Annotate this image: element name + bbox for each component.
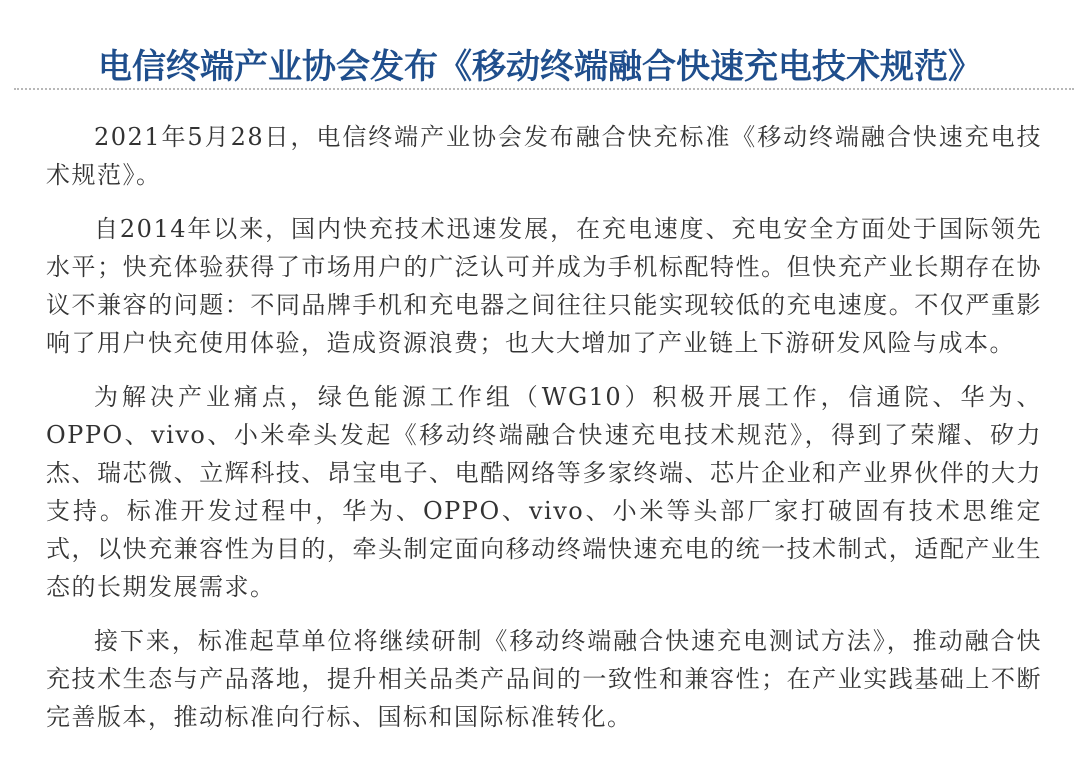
title-divider xyxy=(14,88,1074,90)
article-body xyxy=(46,118,1042,752)
paragraph-1: 2021年5月28日，电信终端产业协会发布融合快充标准《移动终端融合快速充电技术规范》。 xyxy=(46,123,1042,189)
paragraph-2: 自2014年以来，国内快充技术迅速发展，在充电速度、充电安全方面处于国际领先水平；快充体验获得了市场用户的广泛认可并成为手机标配特性。但快充产业长期存在协议不兼容的问题：不同品牌手机和充电器之间往往只能实现较低的充电速度。不仅严重影响了用户快充使用体验，造成资源浪费；也大大增加了产业链上下游研发风险与成本。 xyxy=(46,215,1042,357)
paragraph-3: 为解决产业痛点，绿色能源工作组（WG10）积极开展工作，信通院、华为、OPPO、vivo、小米牵头发起《移动终端融合快速充电技术规范》，得到了荣耀、矽力杰、瑞芯微、立辉科技、昂宝电子、电酷网络等多家终端、芯片企业和产业界伙伴的大力支持。标准开发过程中，华为、OPPO、vivo、小米等头部厂家打破固有技术思维定式，以快充兼容性为目的，牵头制定面向移动终端快速充电的统一技术制式，适配产业生态的长期发展需求。 xyxy=(46,383,1042,601)
paragraph-4: 接下来，标准起草单位将继续研制《移动终端融合快速充电测试方法》，推动融合快充技术生态与产品落地，提升相关品类产品间的一致性和兼容性；在产业实践基础上不断完善版本，推动标准向行标、国标和国际标准转化。 xyxy=(46,627,1042,731)
article-title: 电信终端产业协会发布《移动终端融合快速充电技术规范》 xyxy=(98,46,982,87)
